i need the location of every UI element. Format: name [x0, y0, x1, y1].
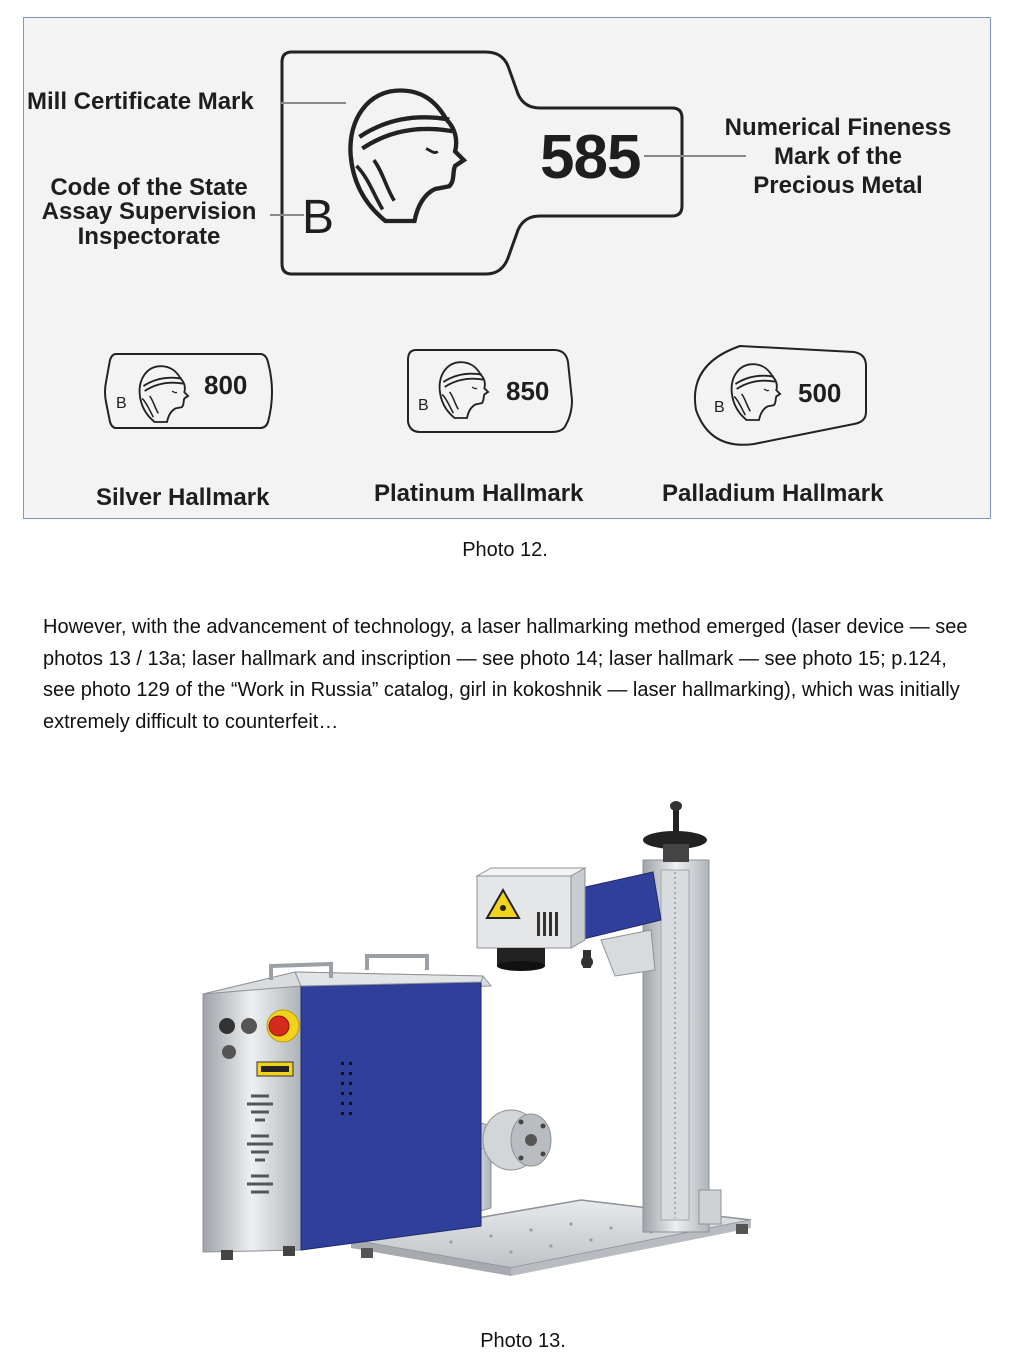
- platinum-number: 850: [506, 376, 550, 406]
- label-fineness-line-2: Mark of the: [773, 142, 902, 170]
- caption-photo-12: Photo 12.: [462, 539, 548, 561]
- label-code-line-2: Assay Supervision: [41, 198, 257, 226]
- label-palladium-hallmark: Palladium Hallmark: [662, 480, 884, 507]
- label-fineness-line-3: Precious Metal: [753, 171, 923, 199]
- label-numerical-fineness: [700, 114, 976, 200]
- kokoshnik-head-icon: [350, 91, 463, 222]
- control-box-side: [301, 982, 481, 1250]
- body-paragraph: However, with the advancement of technology, a laser hallmarking method emerged (laser device — see photos 13 / 13a; laser hallmark and inscription — see photo 14; laser hallmark — see photo 15; p.124, see photo 129 of the “Work in Russia” catalog, girl in kokoshnik — laser hallmarking), which was initially extremely difficult to counterfeit…: [43, 616, 968, 733]
- caption-photo-13: Photo 13.: [480, 1330, 566, 1352]
- label-fineness-line-1: Numerical Fineness: [724, 114, 952, 141]
- label-code-line-1: Code of the State: [50, 174, 248, 201]
- label-platinum-hallmark: Platinum Hallmark: [374, 480, 584, 507]
- emergency-stop-icon: [267, 1010, 299, 1042]
- silver-letter: B: [116, 395, 127, 412]
- label-mill-certificate-mark: Mill Certificate Mark: [27, 88, 254, 115]
- laser-marking-machine-image: [191, 800, 771, 1310]
- palladium-head-icon: [732, 364, 780, 420]
- label-silver-hallmark: Silver Hallmark: [96, 484, 270, 511]
- main-letter: B: [302, 191, 335, 244]
- key-switch-icon: [219, 1018, 235, 1034]
- label-code-of-state: [24, 176, 274, 249]
- silver-number: 800: [204, 370, 248, 400]
- palladium-number: 500: [798, 378, 842, 408]
- main-number: 585: [540, 123, 641, 192]
- silver-head-icon: [140, 366, 188, 422]
- palladium-letter: B: [714, 399, 725, 416]
- figure-photo-12: [23, 17, 991, 519]
- figure-photo-13: [191, 800, 771, 1310]
- platinum-head-icon: [440, 362, 488, 418]
- label-code-line-3: Inspectorate: [77, 222, 221, 250]
- platinum-letter: B: [418, 397, 429, 414]
